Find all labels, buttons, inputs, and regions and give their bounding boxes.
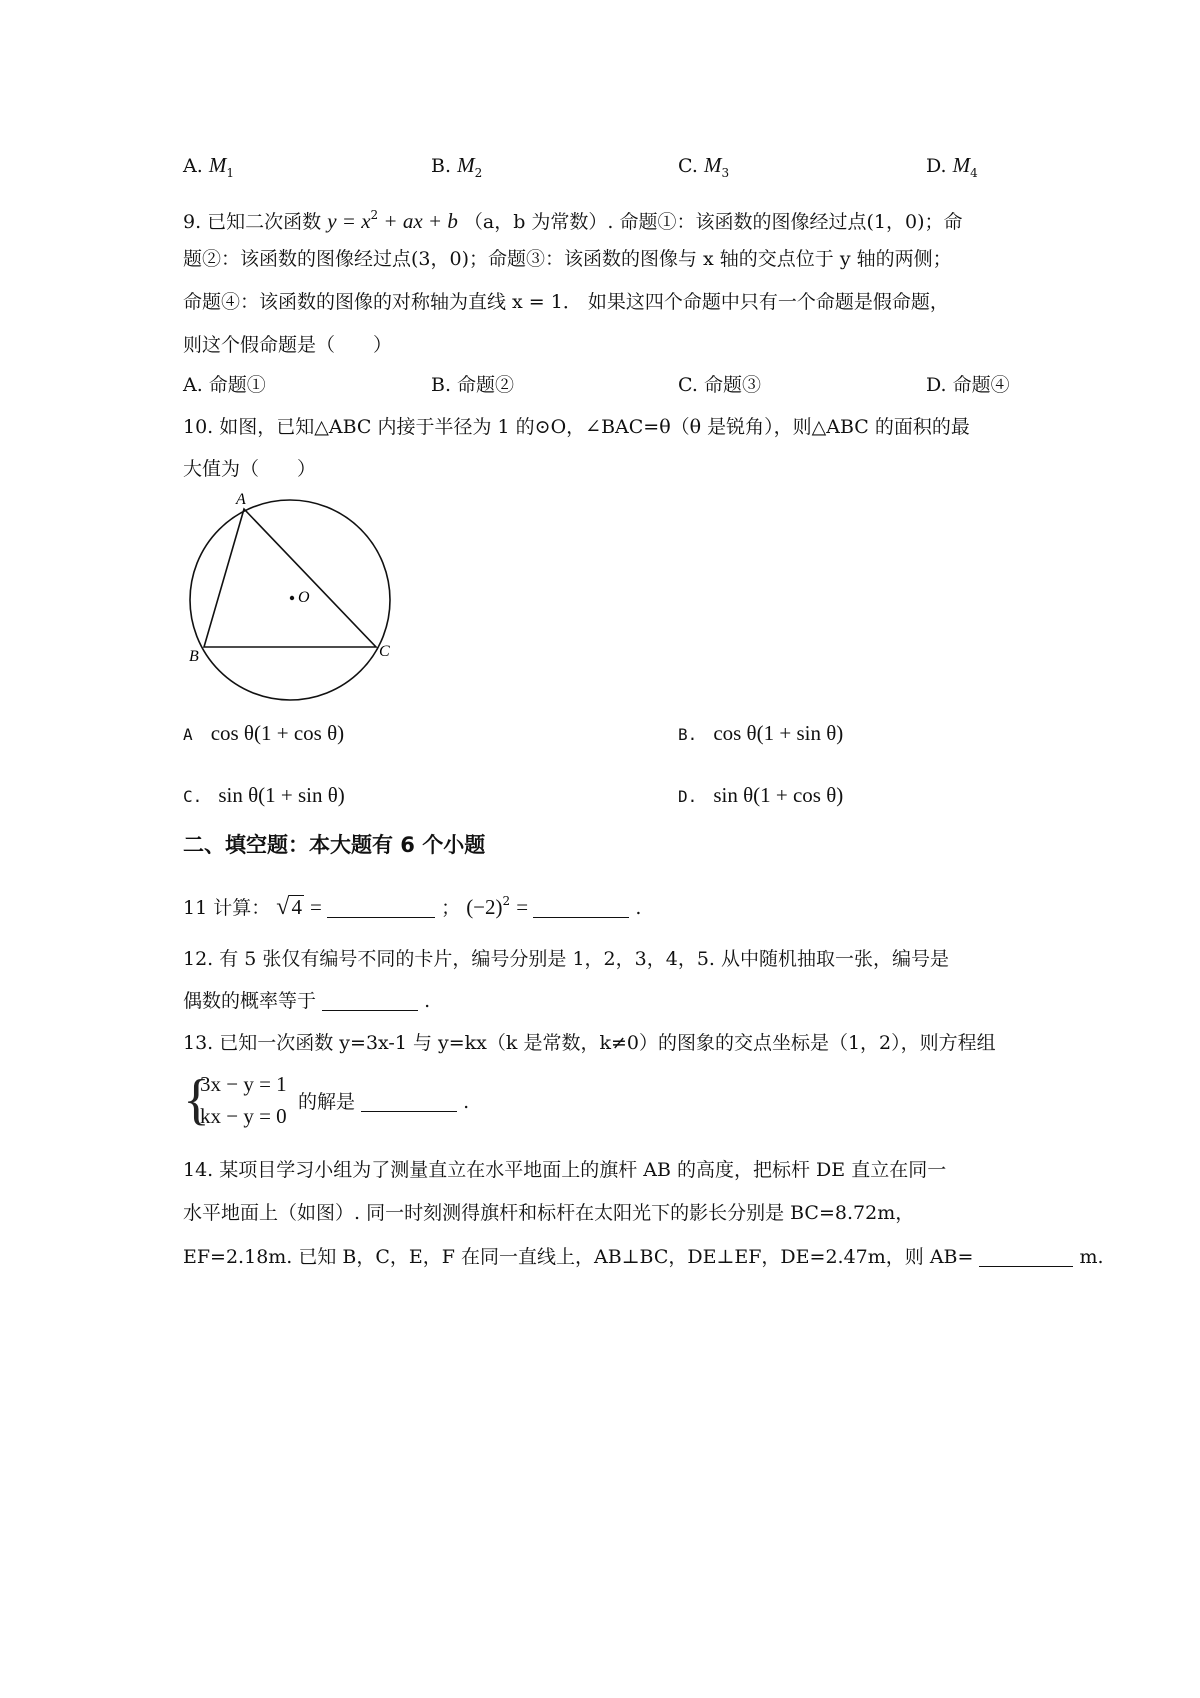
q9-line-4: 则这个假命题是（ ） [183,334,393,356]
q8-option-a: A. $M_1$ [183,153,234,180]
label-a: A [236,491,246,508]
label-o: O [298,589,310,606]
q12-line-1: 12. 有 5 张仅有编号不同的卡片，编号分别是 1，2，3，4，5. 从中随机抽取一张，编号是 [183,948,949,970]
center-point-o [290,596,294,600]
q13-blank[interactable] [361,1091,457,1112]
q14-line-3: EF=2.18m. 已知 B，C，E，F 在同一直线上，AB⊥BC，DE⊥EF，DE=2.47m，则 AB= m. [183,1246,1104,1268]
q8-option-d: D. $M_4$ [926,153,978,180]
q11-blank-1[interactable] [327,897,435,918]
q13-post: 的解是 . [298,1091,470,1113]
q11-line: 11 计算： √4 = ； $(-2)^2$ = . [183,894,642,920]
q14-line-2: 水平地面上（如图）. 同一时刻测得旗杆和标杆在太阳光下的影长分别是 BC=8.72m， [183,1202,915,1224]
triangle-abc [204,509,376,647]
q10-option-b: B. cos θ(1 + sin θ) [678,721,844,745]
q9-line-3: 命题④：该函数的图像的对称轴为直线 x = 1． 如果这四个命题中只有一个命题是假命题， [183,291,949,313]
circle-o [190,500,390,700]
section-2-heading: 二、填空题：本大题有 6 个小题 [183,833,486,857]
q13-line-1: 13. 已知一次函数 y=3x-1 与 y=kx（k 是常数，k≠0）的图象的交点坐标是（1，2），则方程组 [183,1032,996,1054]
sqrt-symbol: √ [276,894,290,920]
q10-option-a: A cos θ(1 + cos θ) [183,721,345,745]
q12-blank[interactable] [322,990,418,1011]
q14-blank[interactable] [979,1246,1073,1267]
label-b: B [189,648,199,665]
q9-option-a: A. 命题① [183,374,266,396]
q10-option-d: D. sin θ(1 + cos θ) [678,783,844,807]
q13-equation-bottom: kx − y = 0 [200,1104,287,1128]
q9-option-d: D. 命题④ [926,374,1010,396]
q8-option-c: C. $M_3$ [678,153,730,180]
q9-line-1: 9. 已知二次函数 $y = x^2$ + ax + b （a，b 为常数）. 命题①：该函数的图像经过点(1，0)；命 [183,208,963,233]
q10-option-c: C. sin θ(1 + sin θ) [183,783,345,807]
q13-equation-top: 3x − y = 1 [200,1072,287,1096]
label-c: C [379,643,390,660]
q9-option-c: C. 命题③ [678,374,761,396]
q11-blank-2[interactable] [533,897,629,918]
q10-line-1: 10. 如图，已知△ABC 内接于半径为 1 的⊙O，∠BAC=θ（θ 是锐角），则△ABC 的面积的最 [183,416,970,438]
q9-option-b: B. 命题② [431,374,515,396]
q10-figure [180,490,410,710]
q12-line-2: 偶数的概率等于 . [183,990,431,1012]
q10-line-2: 大值为（ ） [183,458,317,480]
q8-option-b: B. $M_2$ [431,153,483,180]
q14-line-1: 14. 某项目学习小组为了测量直立在水平地面上的旗杆 AB 的高度，把标杆 DE 直立在同一 [183,1159,947,1181]
equation-brace: { [183,1069,210,1131]
q9-line-2: 题②：该函数的图像经过点(3，0)；命题③：该函数的图像与 x 轴的交点位于 y 轴的两侧； [183,248,952,270]
